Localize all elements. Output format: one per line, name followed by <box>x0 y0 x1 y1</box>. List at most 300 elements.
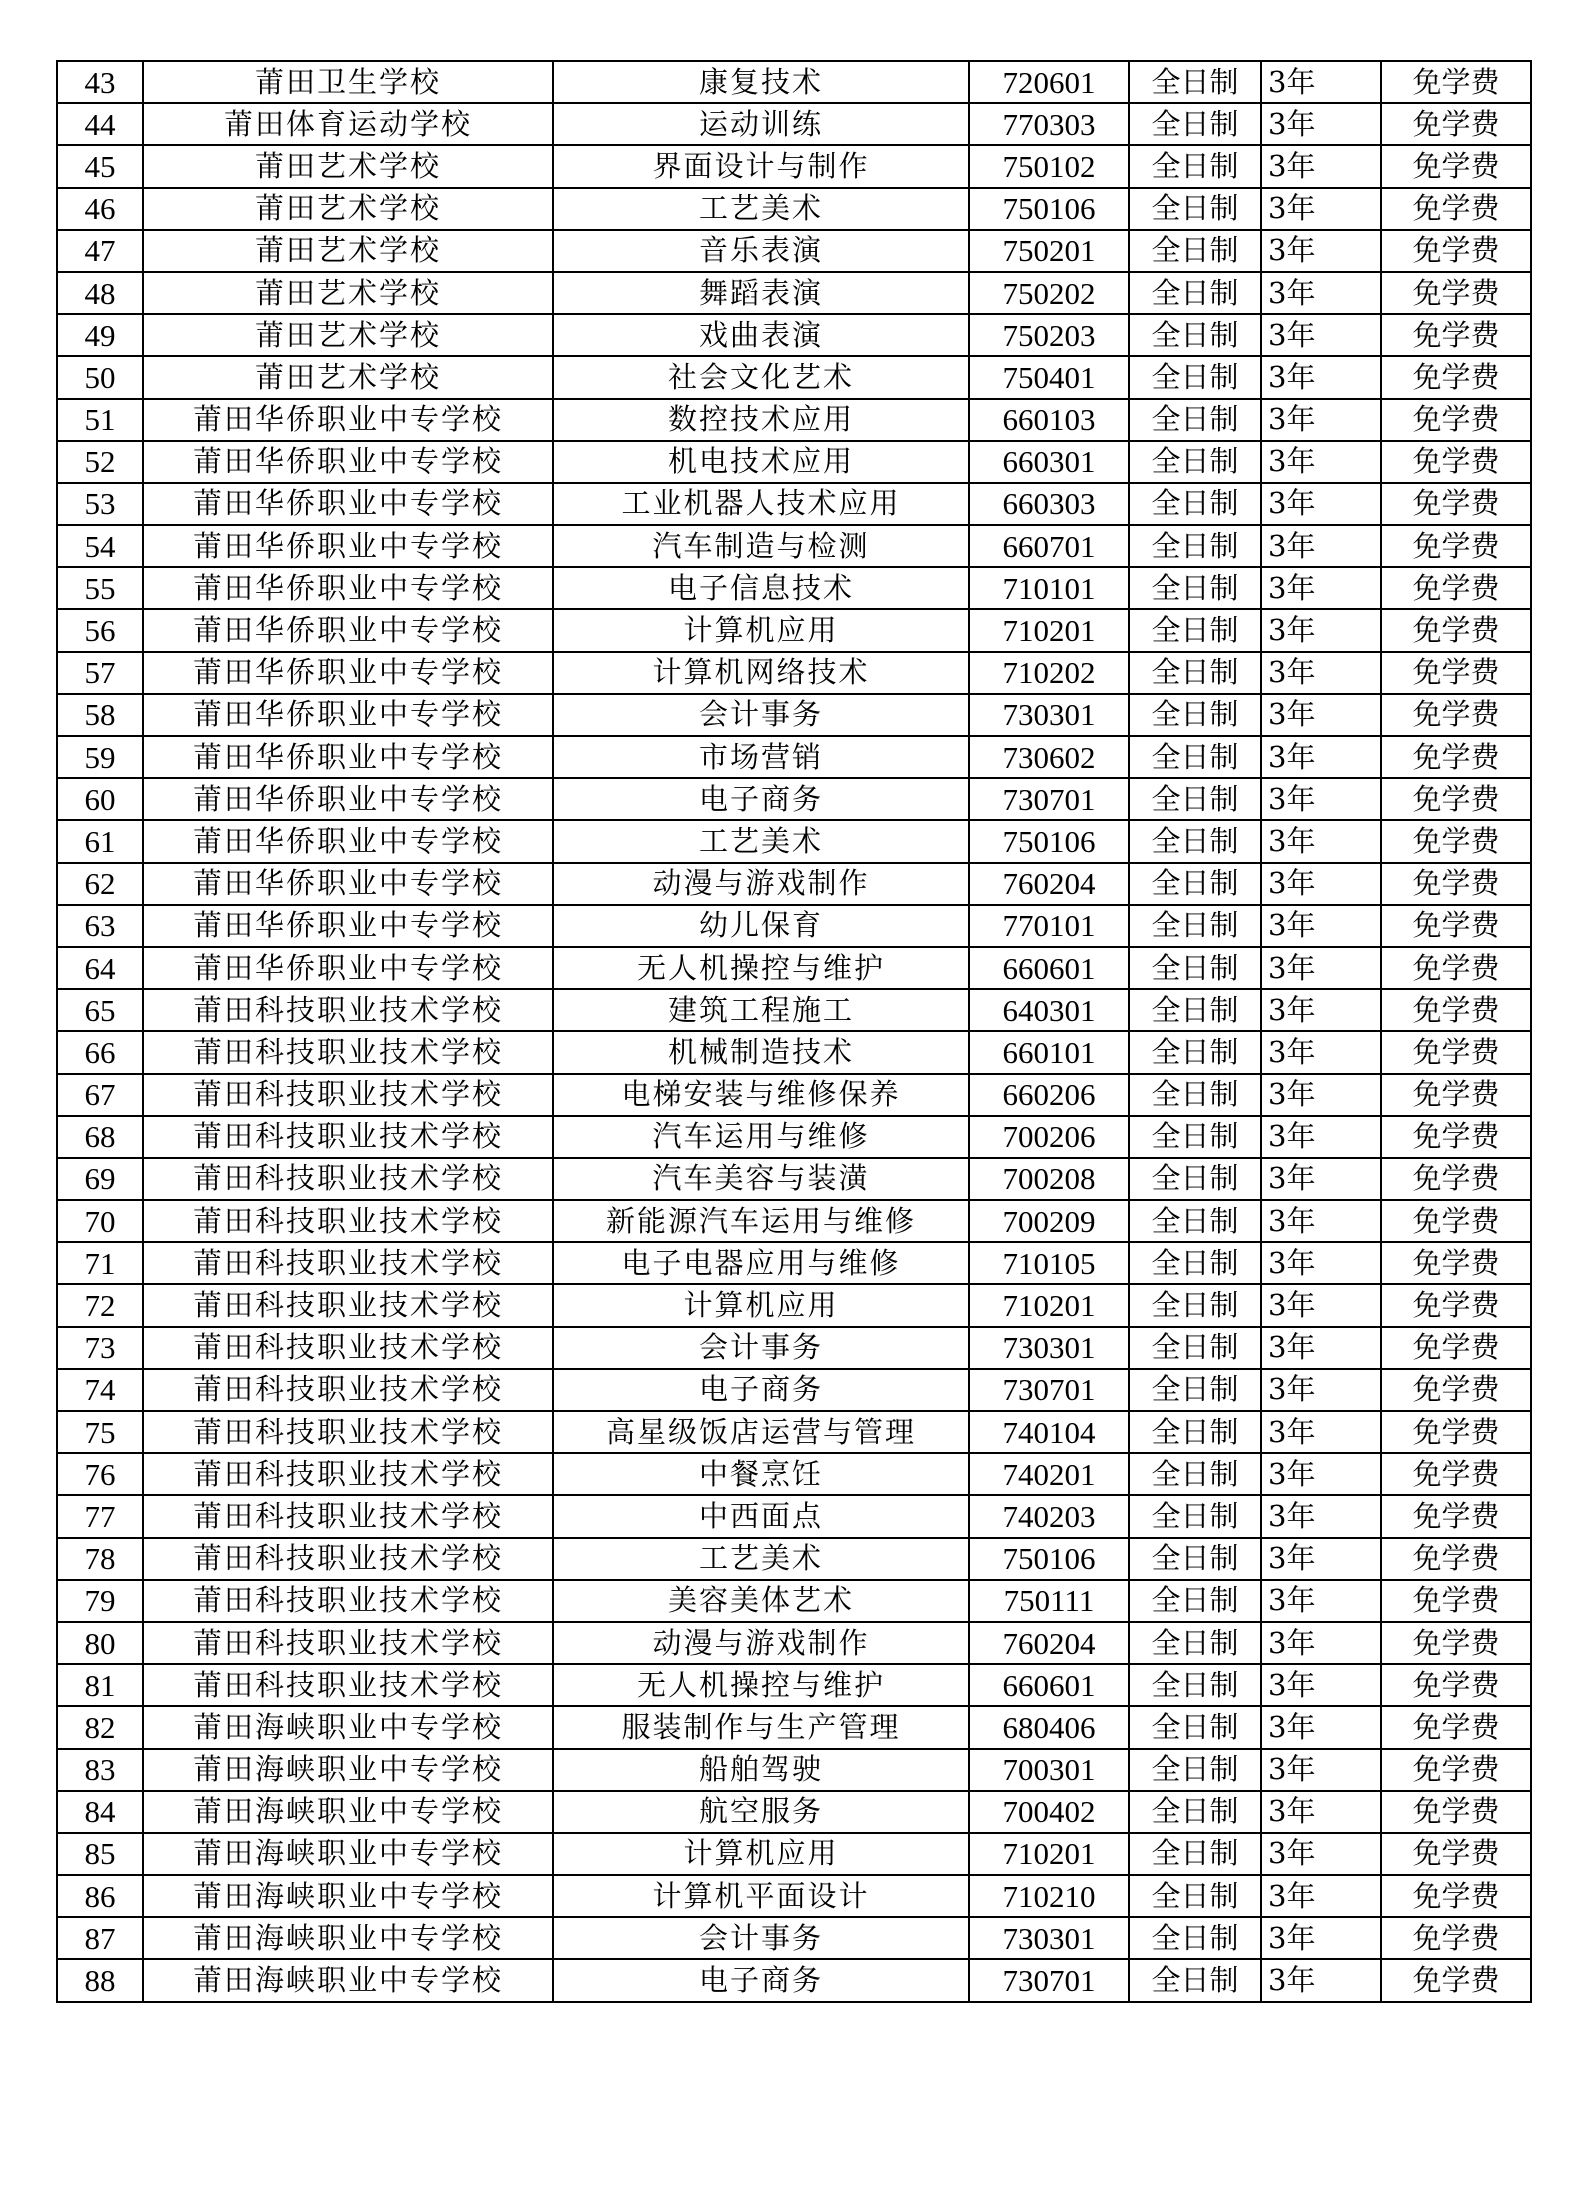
tuition-fee: 免学费 <box>1381 694 1531 736</box>
major-code: 730701 <box>969 1369 1129 1411</box>
row-number: 52 <box>57 441 143 483</box>
major-code: 740104 <box>969 1411 1129 1453</box>
school-name: 莆田华侨职业中专学校 <box>143 778 553 820</box>
study-mode: 全日制 <box>1129 103 1261 145</box>
row-number: 51 <box>57 399 143 441</box>
study-mode: 全日制 <box>1129 1031 1261 1073</box>
table-row <box>57 314 1531 356</box>
duration: 3年 <box>1261 1833 1381 1875</box>
duration: 3年 <box>1261 947 1381 989</box>
tuition-fee: 免学费 <box>1381 230 1531 272</box>
tuition-fee: 免学费 <box>1381 1706 1531 1748</box>
major-name: 中西面点 <box>553 1495 969 1537</box>
major-name: 汽车运用与维修 <box>553 1116 969 1158</box>
tuition-fee: 免学费 <box>1381 441 1531 483</box>
major-name: 工业机器人技术应用 <box>553 483 969 525</box>
major-code: 710201 <box>969 1284 1129 1326</box>
major-code: 770101 <box>969 905 1129 947</box>
study-mode: 全日制 <box>1129 272 1261 314</box>
tuition-fee: 免学费 <box>1381 567 1531 609</box>
table-row <box>57 1411 1531 1453</box>
tuition-fee: 免学费 <box>1381 399 1531 441</box>
table-row <box>57 567 1531 609</box>
tuition-fee: 免学费 <box>1381 145 1531 187</box>
row-number: 56 <box>57 609 143 651</box>
duration: 3年 <box>1261 1706 1381 1748</box>
row-number: 55 <box>57 567 143 609</box>
major-code: 710210 <box>969 1875 1129 1917</box>
tuition-fee: 免学费 <box>1381 314 1531 356</box>
major-code: 750106 <box>969 188 1129 230</box>
major-name: 音乐表演 <box>553 230 969 272</box>
study-mode: 全日制 <box>1129 1411 1261 1453</box>
tuition-fee: 免学费 <box>1381 1833 1531 1875</box>
row-number: 88 <box>57 1959 143 2001</box>
tuition-fee: 免学费 <box>1381 61 1531 103</box>
school-name: 莆田海峡职业中专学校 <box>143 1875 553 1917</box>
row-number: 77 <box>57 1495 143 1537</box>
school-name: 莆田科技职业技术学校 <box>143 1200 553 1242</box>
major-name: 戏曲表演 <box>553 314 969 356</box>
tuition-fee: 免学费 <box>1381 1369 1531 1411</box>
school-name: 莆田华侨职业中专学校 <box>143 905 553 947</box>
major-code: 700209 <box>969 1200 1129 1242</box>
duration: 3年 <box>1261 272 1381 314</box>
major-code: 660601 <box>969 947 1129 989</box>
row-number: 64 <box>57 947 143 989</box>
table-row <box>57 1074 1531 1116</box>
major-code: 640301 <box>969 989 1129 1031</box>
table-row <box>57 1622 1531 1664</box>
major-name: 计算机平面设计 <box>553 1875 969 1917</box>
duration: 3年 <box>1261 1031 1381 1073</box>
duration: 3年 <box>1261 1369 1381 1411</box>
duration: 3年 <box>1261 1453 1381 1495</box>
major-name: 美容美体艺术 <box>553 1580 969 1622</box>
school-name: 莆田华侨职业中专学校 <box>143 483 553 525</box>
major-name: 高星级饭店运营与管理 <box>553 1411 969 1453</box>
major-code: 750202 <box>969 272 1129 314</box>
row-number: 58 <box>57 694 143 736</box>
study-mode: 全日制 <box>1129 1791 1261 1833</box>
major-name: 幼儿保育 <box>553 905 969 947</box>
school-name: 莆田华侨职业中专学校 <box>143 525 553 567</box>
major-code: 660206 <box>969 1074 1129 1116</box>
table-row <box>57 820 1531 862</box>
tuition-fee: 免学费 <box>1381 1031 1531 1073</box>
study-mode: 全日制 <box>1129 1917 1261 1959</box>
major-name: 数控技术应用 <box>553 399 969 441</box>
major-code: 730301 <box>969 1917 1129 1959</box>
major-code: 730301 <box>969 1327 1129 1369</box>
duration: 3年 <box>1261 1538 1381 1580</box>
study-mode: 全日制 <box>1129 1749 1261 1791</box>
table-row <box>57 905 1531 947</box>
tuition-fee: 免学费 <box>1381 1875 1531 1917</box>
table-row <box>57 1116 1531 1158</box>
major-name: 市场营销 <box>553 736 969 778</box>
table-row <box>57 356 1531 398</box>
study-mode: 全日制 <box>1129 1706 1261 1748</box>
school-name: 莆田科技职业技术学校 <box>143 1664 553 1706</box>
row-number: 84 <box>57 1791 143 1833</box>
study-mode: 全日制 <box>1129 441 1261 483</box>
tuition-fee: 免学费 <box>1381 1284 1531 1326</box>
major-name: 电子信息技术 <box>553 567 969 609</box>
school-name: 莆田华侨职业中专学校 <box>143 399 553 441</box>
table-row <box>57 1453 1531 1495</box>
tuition-fee: 免学费 <box>1381 272 1531 314</box>
school-name: 莆田华侨职业中专学校 <box>143 947 553 989</box>
table-row <box>57 1791 1531 1833</box>
study-mode: 全日制 <box>1129 1495 1261 1537</box>
school-name: 莆田科技职业技术学校 <box>143 1327 553 1369</box>
school-name: 莆田体育运动学校 <box>143 103 553 145</box>
duration: 3年 <box>1261 1749 1381 1791</box>
tuition-fee: 免学费 <box>1381 525 1531 567</box>
school-name: 莆田华侨职业中专学校 <box>143 441 553 483</box>
duration: 3年 <box>1261 736 1381 778</box>
major-code: 770303 <box>969 103 1129 145</box>
school-name: 莆田华侨职业中专学校 <box>143 652 553 694</box>
major-code: 700402 <box>969 1791 1129 1833</box>
study-mode: 全日制 <box>1129 1664 1261 1706</box>
duration: 3年 <box>1261 820 1381 862</box>
major-name: 船舶驾驶 <box>553 1749 969 1791</box>
duration: 3年 <box>1261 1411 1381 1453</box>
school-name: 莆田科技职业技术学校 <box>143 1284 553 1326</box>
duration: 3年 <box>1261 188 1381 230</box>
major-code: 660701 <box>969 525 1129 567</box>
major-code: 660303 <box>969 483 1129 525</box>
major-name: 服装制作与生产管理 <box>553 1706 969 1748</box>
school-name: 莆田科技职业技术学校 <box>143 1242 553 1284</box>
duration: 3年 <box>1261 1791 1381 1833</box>
major-code: 750106 <box>969 820 1129 862</box>
duration: 3年 <box>1261 314 1381 356</box>
study-mode: 全日制 <box>1129 1453 1261 1495</box>
school-name: 莆田华侨职业中专学校 <box>143 609 553 651</box>
row-number: 70 <box>57 1200 143 1242</box>
duration: 3年 <box>1261 1327 1381 1369</box>
table-row <box>57 483 1531 525</box>
school-name: 莆田科技职业技术学校 <box>143 1453 553 1495</box>
table-row <box>57 525 1531 567</box>
major-name: 电子商务 <box>553 778 969 820</box>
study-mode: 全日制 <box>1129 820 1261 862</box>
duration: 3年 <box>1261 1959 1381 2001</box>
major-code: 660101 <box>969 1031 1129 1073</box>
study-mode: 全日制 <box>1129 1242 1261 1284</box>
tuition-fee: 免学费 <box>1381 1959 1531 2001</box>
tuition-fee: 免学费 <box>1381 1538 1531 1580</box>
table-row <box>57 1749 1531 1791</box>
row-number: 47 <box>57 230 143 272</box>
row-number: 43 <box>57 61 143 103</box>
major-name: 中餐烹饪 <box>553 1453 969 1495</box>
major-name: 计算机应用 <box>553 1833 969 1875</box>
duration: 3年 <box>1261 1284 1381 1326</box>
school-name: 莆田艺术学校 <box>143 230 553 272</box>
study-mode: 全日制 <box>1129 1833 1261 1875</box>
duration: 3年 <box>1261 905 1381 947</box>
tuition-fee: 免学费 <box>1381 1116 1531 1158</box>
school-name: 莆田海峡职业中专学校 <box>143 1959 553 2001</box>
table-row <box>57 694 1531 736</box>
major-code: 730602 <box>969 736 1129 778</box>
study-mode: 全日制 <box>1129 989 1261 1031</box>
duration: 3年 <box>1261 1200 1381 1242</box>
row-number: 83 <box>57 1749 143 1791</box>
row-number: 62 <box>57 863 143 905</box>
row-number: 80 <box>57 1622 143 1664</box>
table-row <box>57 1959 1531 2001</box>
row-number: 66 <box>57 1031 143 1073</box>
major-name: 建筑工程施工 <box>553 989 969 1031</box>
study-mode: 全日制 <box>1129 778 1261 820</box>
major-code: 740203 <box>969 1495 1129 1537</box>
row-number: 75 <box>57 1411 143 1453</box>
school-name: 莆田海峡职业中专学校 <box>143 1706 553 1748</box>
study-mode: 全日制 <box>1129 652 1261 694</box>
tuition-fee: 免学费 <box>1381 947 1531 989</box>
tuition-fee: 免学费 <box>1381 1580 1531 1622</box>
study-mode: 全日制 <box>1129 145 1261 187</box>
school-name: 莆田科技职业技术学校 <box>143 1158 553 1200</box>
tuition-fee: 免学费 <box>1381 356 1531 398</box>
major-code: 660601 <box>969 1664 1129 1706</box>
study-mode: 全日制 <box>1129 188 1261 230</box>
school-name: 莆田艺术学校 <box>143 314 553 356</box>
duration: 3年 <box>1261 1917 1381 1959</box>
major-name: 电梯安装与维修保养 <box>553 1074 969 1116</box>
study-mode: 全日制 <box>1129 609 1261 651</box>
row-number: 61 <box>57 820 143 862</box>
row-number: 74 <box>57 1369 143 1411</box>
tuition-fee: 免学费 <box>1381 1791 1531 1833</box>
major-code: 680406 <box>969 1706 1129 1748</box>
table-row <box>57 103 1531 145</box>
table-row <box>57 441 1531 483</box>
study-mode: 全日制 <box>1129 483 1261 525</box>
school-name: 莆田华侨职业中专学校 <box>143 736 553 778</box>
school-name: 莆田科技职业技术学校 <box>143 1369 553 1411</box>
major-name: 工艺美术 <box>553 1538 969 1580</box>
row-number: 73 <box>57 1327 143 1369</box>
study-mode: 全日制 <box>1129 905 1261 947</box>
row-number: 69 <box>57 1158 143 1200</box>
major-name: 动漫与游戏制作 <box>553 1622 969 1664</box>
table-row <box>57 1327 1531 1369</box>
study-mode: 全日制 <box>1129 399 1261 441</box>
row-number: 76 <box>57 1453 143 1495</box>
duration: 3年 <box>1261 652 1381 694</box>
major-name: 机械制造技术 <box>553 1031 969 1073</box>
study-mode: 全日制 <box>1129 61 1261 103</box>
tuition-fee: 免学费 <box>1381 103 1531 145</box>
study-mode: 全日制 <box>1129 1959 1261 2001</box>
major-code: 750111 <box>969 1580 1129 1622</box>
school-name: 莆田华侨职业中专学校 <box>143 820 553 862</box>
major-code: 700206 <box>969 1116 1129 1158</box>
major-code: 740201 <box>969 1453 1129 1495</box>
tuition-fee: 免学费 <box>1381 1411 1531 1453</box>
duration: 3年 <box>1261 778 1381 820</box>
major-code: 730701 <box>969 778 1129 820</box>
school-name: 莆田艺术学校 <box>143 356 553 398</box>
tuition-fee: 免学费 <box>1381 863 1531 905</box>
table-row <box>57 1031 1531 1073</box>
major-code: 720601 <box>969 61 1129 103</box>
study-mode: 全日制 <box>1129 1158 1261 1200</box>
school-name: 莆田艺术学校 <box>143 272 553 314</box>
school-name: 莆田科技职业技术学校 <box>143 1411 553 1453</box>
study-mode: 全日制 <box>1129 314 1261 356</box>
major-name: 会计事务 <box>553 1327 969 1369</box>
major-name: 机电技术应用 <box>553 441 969 483</box>
major-name: 电子电器应用与维修 <box>553 1242 969 1284</box>
table-row <box>57 609 1531 651</box>
major-name: 工艺美术 <box>553 188 969 230</box>
study-mode: 全日制 <box>1129 1074 1261 1116</box>
row-number: 57 <box>57 652 143 694</box>
study-mode: 全日制 <box>1129 1538 1261 1580</box>
duration: 3年 <box>1261 1116 1381 1158</box>
duration: 3年 <box>1261 1158 1381 1200</box>
duration: 3年 <box>1261 103 1381 145</box>
duration: 3年 <box>1261 1664 1381 1706</box>
table-row <box>57 188 1531 230</box>
duration: 3年 <box>1261 483 1381 525</box>
row-number: 59 <box>57 736 143 778</box>
major-name: 无人机操控与维护 <box>553 1664 969 1706</box>
major-name: 会计事务 <box>553 1917 969 1959</box>
major-code: 730701 <box>969 1959 1129 2001</box>
major-name: 动漫与游戏制作 <box>553 863 969 905</box>
table-row <box>57 652 1531 694</box>
row-number: 86 <box>57 1875 143 1917</box>
table-row <box>57 1369 1531 1411</box>
tuition-fee: 免学费 <box>1381 1074 1531 1116</box>
major-code: 750106 <box>969 1538 1129 1580</box>
study-mode: 全日制 <box>1129 1622 1261 1664</box>
school-name: 莆田科技职业技术学校 <box>143 1622 553 1664</box>
duration: 3年 <box>1261 1242 1381 1284</box>
major-code: 730301 <box>969 694 1129 736</box>
study-mode: 全日制 <box>1129 1116 1261 1158</box>
duration: 3年 <box>1261 441 1381 483</box>
major-code: 660301 <box>969 441 1129 483</box>
tuition-fee: 免学费 <box>1381 1495 1531 1537</box>
duration: 3年 <box>1261 1875 1381 1917</box>
tuition-fee: 免学费 <box>1381 1242 1531 1284</box>
tuition-fee: 免学费 <box>1381 188 1531 230</box>
major-code: 760204 <box>969 1622 1129 1664</box>
table-row <box>57 736 1531 778</box>
row-number: 60 <box>57 778 143 820</box>
table-row <box>57 1580 1531 1622</box>
row-number: 45 <box>57 145 143 187</box>
table-row <box>57 1284 1531 1326</box>
row-number: 46 <box>57 188 143 230</box>
tuition-fee: 免学费 <box>1381 1200 1531 1242</box>
table-row <box>57 230 1531 272</box>
duration: 3年 <box>1261 609 1381 651</box>
table-row <box>57 778 1531 820</box>
study-mode: 全日制 <box>1129 1580 1261 1622</box>
table-row <box>57 1833 1531 1875</box>
major-name: 计算机网络技术 <box>553 652 969 694</box>
tuition-fee: 免学费 <box>1381 736 1531 778</box>
tuition-fee: 免学费 <box>1381 483 1531 525</box>
table-body <box>57 61 1531 2002</box>
duration: 3年 <box>1261 399 1381 441</box>
school-name: 莆田科技职业技术学校 <box>143 1031 553 1073</box>
major-code: 710201 <box>969 609 1129 651</box>
duration: 3年 <box>1261 694 1381 736</box>
row-number: 53 <box>57 483 143 525</box>
row-number: 44 <box>57 103 143 145</box>
school-name: 莆田科技职业技术学校 <box>143 989 553 1031</box>
table-row <box>57 1158 1531 1200</box>
tuition-fee: 免学费 <box>1381 609 1531 651</box>
tuition-fee: 免学费 <box>1381 820 1531 862</box>
tuition-fee: 免学费 <box>1381 1917 1531 1959</box>
school-name: 莆田华侨职业中专学校 <box>143 863 553 905</box>
study-mode: 全日制 <box>1129 863 1261 905</box>
major-name: 无人机操控与维护 <box>553 947 969 989</box>
major-name: 工艺美术 <box>553 820 969 862</box>
major-name: 计算机应用 <box>553 609 969 651</box>
school-name: 莆田科技职业技术学校 <box>143 1074 553 1116</box>
table-row <box>57 1495 1531 1537</box>
table-row <box>57 1875 1531 1917</box>
tuition-fee: 免学费 <box>1381 652 1531 694</box>
table-row <box>57 863 1531 905</box>
school-name: 莆田海峡职业中专学校 <box>143 1749 553 1791</box>
school-name: 莆田华侨职业中专学校 <box>143 694 553 736</box>
study-mode: 全日制 <box>1129 1200 1261 1242</box>
school-name: 莆田华侨职业中专学校 <box>143 567 553 609</box>
table-row <box>57 145 1531 187</box>
duration: 3年 <box>1261 61 1381 103</box>
school-name: 莆田海峡职业中专学校 <box>143 1791 553 1833</box>
major-name: 界面设计与制作 <box>553 145 969 187</box>
tuition-fee: 免学费 <box>1381 989 1531 1031</box>
major-name: 计算机应用 <box>553 1284 969 1326</box>
major-code: 710201 <box>969 1833 1129 1875</box>
study-mode: 全日制 <box>1129 567 1261 609</box>
duration: 3年 <box>1261 863 1381 905</box>
study-mode: 全日制 <box>1129 736 1261 778</box>
study-mode: 全日制 <box>1129 1284 1261 1326</box>
major-code: 700208 <box>969 1158 1129 1200</box>
row-number: 49 <box>57 314 143 356</box>
row-number: 65 <box>57 989 143 1031</box>
duration: 3年 <box>1261 1580 1381 1622</box>
table-row <box>57 947 1531 989</box>
row-number: 87 <box>57 1917 143 1959</box>
study-mode: 全日制 <box>1129 947 1261 989</box>
table-row <box>57 1664 1531 1706</box>
duration: 3年 <box>1261 989 1381 1031</box>
major-name: 运动训练 <box>553 103 969 145</box>
school-name: 莆田海峡职业中专学校 <box>143 1917 553 1959</box>
major-name: 康复技术 <box>553 61 969 103</box>
school-name: 莆田科技职业技术学校 <box>143 1116 553 1158</box>
row-number: 81 <box>57 1664 143 1706</box>
row-number: 72 <box>57 1284 143 1326</box>
